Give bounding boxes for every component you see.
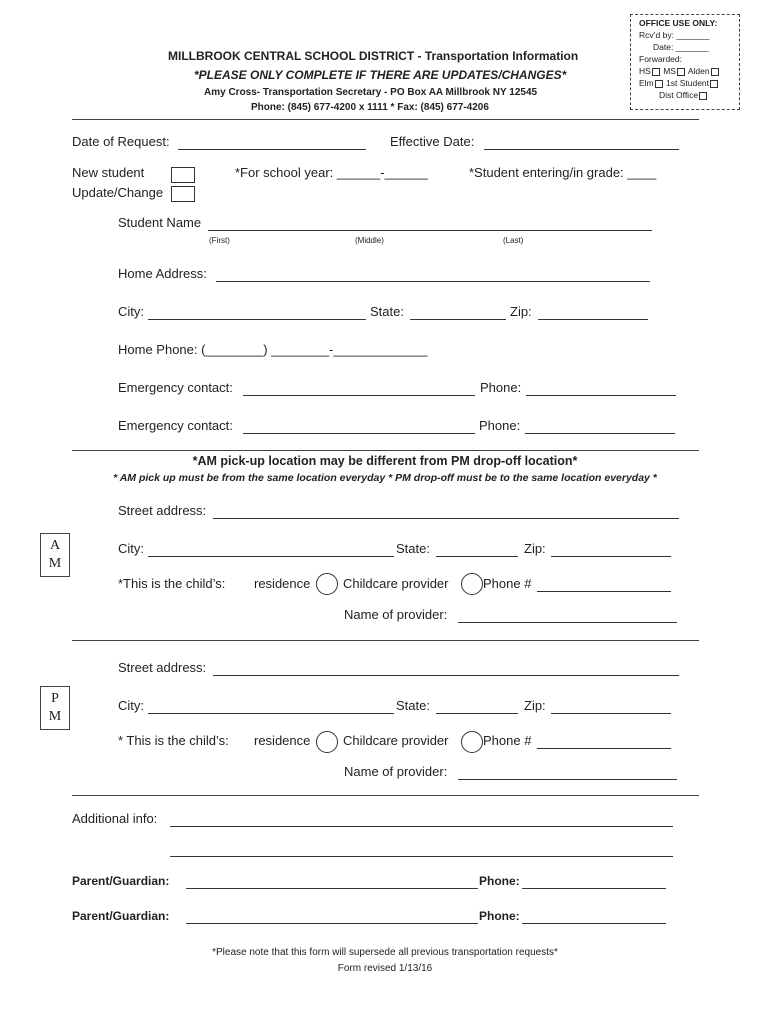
am-provider-field[interactable] [458, 622, 677, 623]
additional-info-field-2[interactable] [170, 856, 673, 857]
office-date: Date: _______ [653, 42, 709, 52]
pm-phone-field[interactable] [537, 748, 671, 749]
header-divider [72, 119, 699, 120]
parent-guardian-2-label: Parent/Guardian: [72, 909, 170, 923]
update-change-label: Update/Change [72, 185, 164, 200]
first-name-caption: (First) [209, 236, 230, 245]
emergency-phone-2-field[interactable] [525, 433, 675, 434]
additional-info-label: Additional info: [72, 811, 158, 826]
student-name-field[interactable] [208, 230, 652, 231]
pm-state-field[interactable] [436, 713, 518, 714]
am-state-field[interactable] [436, 556, 518, 557]
state-label: State: [370, 304, 404, 319]
checkbox-first-student[interactable] [710, 80, 718, 88]
am-label-box: A M [40, 533, 70, 577]
pm-childcare-label: Childcare provider [343, 733, 449, 748]
city-field[interactable] [148, 319, 366, 320]
am-city-label: City: [118, 541, 144, 556]
middle-name-caption: (Middle) [355, 236, 384, 245]
effective-date-label: Effective Date: [390, 134, 475, 149]
pm-city-label: City: [118, 698, 144, 713]
emergency-contact-1-label: Emergency contact: [118, 380, 233, 395]
page-subtitle: *PLEASE ONLY COMPLETE IF THERE ARE UPDATES/CHANGES* [194, 68, 567, 82]
date-of-request-field[interactable] [178, 149, 366, 150]
form-revised: Form revised 1/13/16 [337, 963, 433, 974]
zip-label: Zip: [510, 304, 532, 319]
checkbox-elm[interactable] [655, 80, 663, 88]
section-divider-2 [72, 640, 699, 641]
pm-phone-label: Phone # [483, 733, 532, 748]
pm-street-label: Street address: [118, 660, 207, 675]
city-label: City: [118, 304, 144, 319]
pm-childs-label: * This is the child’s: [118, 733, 229, 748]
office-forwarded: Forwarded: [639, 54, 682, 64]
emergency-phone-2-label: Phone: [479, 418, 521, 433]
school-year-field[interactable]: *For school year: ______-______ [235, 165, 428, 180]
pm-label-box: P M [40, 686, 70, 730]
effective-date-field[interactable] [484, 149, 679, 150]
am-street-field[interactable] [213, 518, 679, 519]
checkbox-dist-office[interactable] [699, 92, 707, 100]
office-use-title: OFFICE USE ONLY: [639, 18, 718, 28]
student-name-label: Student Name [118, 215, 202, 230]
am-pm-heading: *AM pick-up location may be different from PM drop-off location* [192, 454, 578, 468]
parent-phone-1-label: Phone: [479, 874, 520, 888]
parent-guardian-1-field[interactable] [186, 888, 478, 889]
parent-phone-2-label: Phone: [479, 909, 520, 923]
parent-phone-2-field[interactable] [522, 923, 666, 924]
emergency-phone-1-field[interactable] [526, 395, 676, 396]
am-childs-label: *This is the child’s: [118, 576, 226, 591]
footer-note: *Please note that this form will supersede all previous transportation requests* [212, 947, 558, 958]
am-childcare-radio[interactable] [461, 573, 483, 595]
office-use-box [630, 14, 740, 110]
zip-field[interactable] [538, 319, 648, 320]
new-student-label: New student [72, 165, 145, 180]
emergency-contact-2-label: Emergency contact: [118, 418, 233, 433]
pm-residence-radio[interactable] [316, 731, 338, 753]
grade-field[interactable]: *Student entering/in grade: ____ [469, 165, 657, 180]
checkbox-ms[interactable] [677, 68, 685, 76]
home-address-label: Home Address: [118, 266, 207, 281]
checkbox-alden[interactable] [711, 68, 719, 76]
am-childcare-label: Childcare provider [343, 576, 449, 591]
am-pm-note: * AM pick up must be from the same location everyday * PM drop-off must be to the same location everyday * [113, 472, 657, 484]
am-provider-label: Name of provider: [344, 607, 448, 622]
page-title: MILLBROOK CENTRAL SCHOOL DISTRICT - Transportation Information [168, 49, 579, 63]
office-row-schools: HS MS Alden [639, 65, 739, 77]
am-zip-field[interactable] [551, 556, 671, 557]
parent-guardian-1-label: Parent/Guardian: [72, 874, 170, 888]
last-name-caption: (Last) [503, 236, 524, 245]
am-state-label: State: [396, 541, 430, 556]
state-field[interactable] [410, 319, 506, 320]
emergency-contact-1-field[interactable] [243, 395, 475, 396]
checkbox-hs[interactable] [652, 68, 660, 76]
pm-provider-label: Name of provider: [344, 764, 448, 779]
emergency-phone-1-label: Phone: [480, 380, 522, 395]
am-phone-label: Phone # [483, 576, 532, 591]
pm-zip-label: Zip: [524, 698, 546, 713]
parent-guardian-2-field[interactable] [186, 923, 478, 924]
pm-city-field[interactable] [148, 713, 394, 714]
pm-residence-label: residence [254, 733, 311, 748]
update-change-checkbox[interactable] [171, 186, 195, 202]
office-rcvd: Rcv’d by: _______ [639, 30, 710, 40]
emergency-contact-2-field[interactable] [243, 433, 475, 434]
additional-info-field-1[interactable] [170, 826, 673, 827]
header-contact: Amy Cross- Transportation Secretary - PO Box AA Millbrook NY 12545 [204, 87, 538, 98]
header-phone: Phone: (845) 677-4200 x 1111 * Fax: (845) 677-4206 [251, 102, 489, 113]
pm-street-field[interactable] [213, 675, 679, 676]
home-phone-field[interactable]: Home Phone: (________) ________-_____________ [118, 342, 428, 357]
office-row-elm: Elm 1st Student [639, 77, 739, 89]
section-divider-3 [72, 795, 699, 796]
parent-phone-1-field[interactable] [522, 888, 666, 889]
date-of-request-label: Date of Request: [72, 134, 170, 149]
pm-state-label: State: [396, 698, 430, 713]
pm-zip-field[interactable] [551, 713, 671, 714]
am-phone-field[interactable] [537, 591, 671, 592]
am-residence-radio[interactable] [316, 573, 338, 595]
pm-childcare-radio[interactable] [461, 731, 483, 753]
new-student-checkbox[interactable] [171, 167, 195, 183]
am-residence-label: residence [254, 576, 311, 591]
am-zip-label: Zip: [524, 541, 546, 556]
section-divider-1 [72, 450, 699, 451]
pm-provider-field[interactable] [458, 779, 677, 780]
am-street-label: Street address: [118, 503, 207, 518]
am-city-field[interactable] [148, 556, 394, 557]
home-address-field[interactable] [216, 281, 650, 282]
office-row-dist: Dist Office [639, 89, 739, 101]
